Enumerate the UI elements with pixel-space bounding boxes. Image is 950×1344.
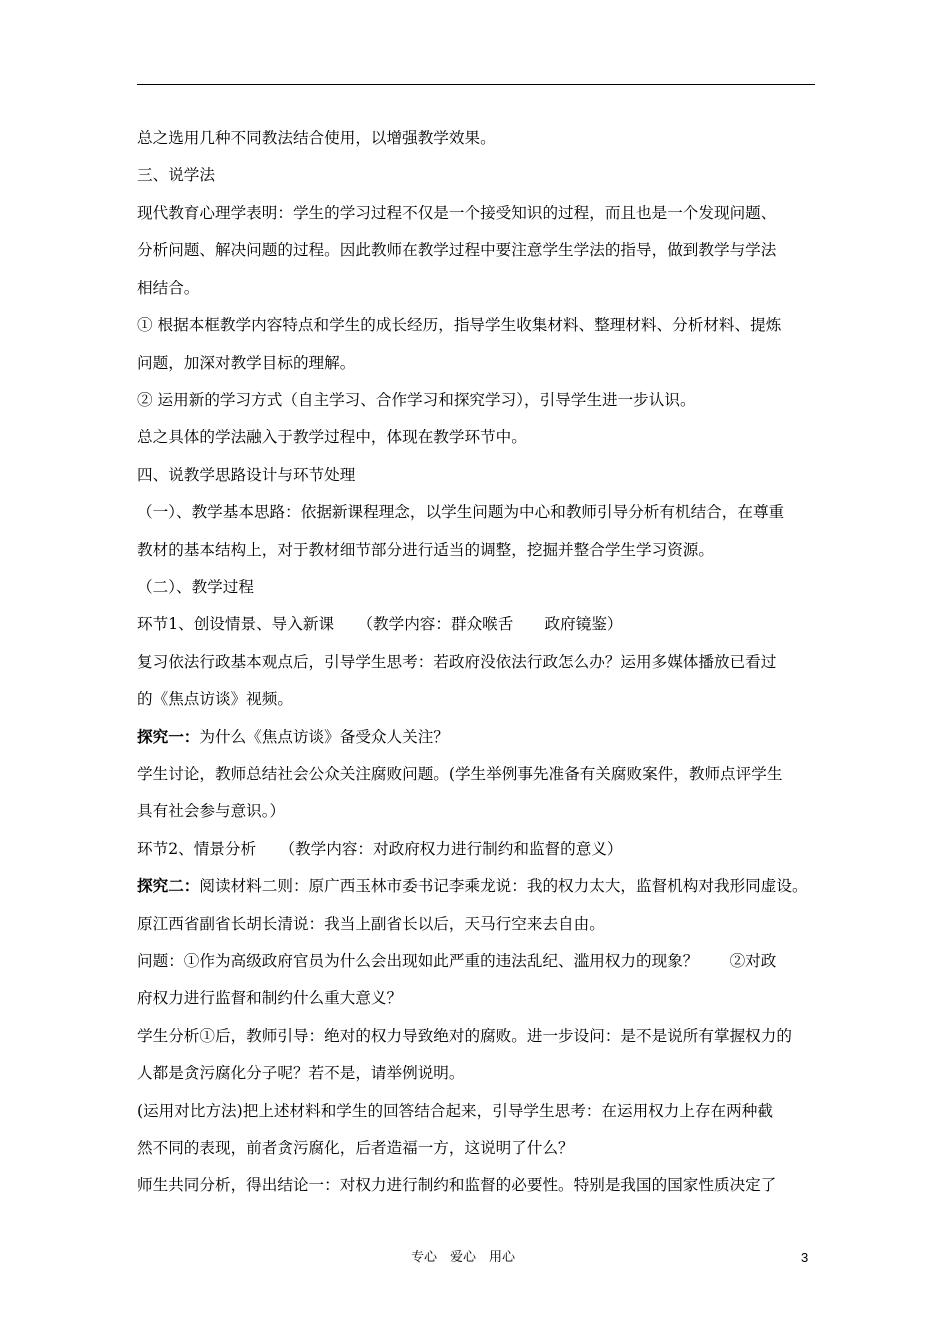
text-line: 分析问题、解决问题的过程。因此教师在教学过程中要注意学生学法的指导，做到教学与学法 xyxy=(137,241,777,259)
text-line: 原江西省副省长胡长清说：我当上副省长以后，天马行空来去自由。 xyxy=(137,915,605,933)
text-line: 的《焦点访谈》视频。 xyxy=(137,690,293,708)
text-line: 府权力进行监督和制约什么重大意义？ xyxy=(137,989,403,1007)
inquiry-text: 为什么《焦点访谈》备受众人关注？ xyxy=(199,728,449,746)
inquiry-line xyxy=(137,876,808,896)
text-line: 师生共同分析，得出结论一：对权力进行制约和监督的必要性。特别是我国的国家性质决定了 xyxy=(137,1176,777,1194)
text-line: 环节1、创设情景、导入新课 （教学内容：群众喉舌 政府镜鉴） xyxy=(137,615,623,633)
inquiry-label: 探究一： xyxy=(137,727,200,746)
text-line: 教材的基本结构上，对于教材细节部分进行适当的调整，挖掘并整合学生学习资源。 xyxy=(137,541,714,559)
text-line: 学生分析①后，教师引导：绝对的权力导致绝对的腐败。进一步设问：是不是说所有掌握权力的 xyxy=(137,1027,792,1045)
inquiry-text: 阅读材料二则：原广西玉林市委书记李乘龙说：我的权力太大，监督机构对我形同虚设。 xyxy=(199,877,808,895)
text-line: 问题：①作为高级政府官员为什么会出现如此严重的违法乱纪、滥用权力的现象？ ②对政 xyxy=(137,952,777,970)
page-number: 3 xyxy=(801,1250,809,1265)
inquiry-line xyxy=(137,727,449,747)
text-line: 相结合。 xyxy=(137,279,200,297)
text-line: 复习依法行政基本观点后，引导学生思考：若政府没依法行政怎么办？运用多媒体播放已看过 xyxy=(137,653,777,671)
subsection-heading: （二）、教学过程 xyxy=(137,578,254,596)
header-rule xyxy=(137,84,815,85)
text-line: 问题，加深对教学目标的理解。 xyxy=(137,354,356,372)
inquiry-label: 探究二： xyxy=(137,876,200,895)
section-heading: 四、说教学思路设计与环节处理 xyxy=(137,466,356,484)
text-line: 学生讨论，教师总结社会公众关注腐败问题。(学生举例事先准备有关腐败案件，教师点评学生 xyxy=(137,765,783,783)
text-line: 然不同的表现，前者贪污腐化，后者造福一方，这说明了什么？ xyxy=(137,1139,574,1157)
text-line: 总之选用几种不同教法结合使用，以增强教学效果。 xyxy=(137,129,496,147)
text-line: 现代教育心理学表明：学生的学习过程不仅是一个接受知识的过程，而且也是一个发现问题、 xyxy=(137,204,777,222)
text-line: ① 根据本框教学内容特点和学生的成长经历，指导学生收集材料、整理材料、分析材料、提炼 xyxy=(137,316,782,334)
text-line: 环节2、情景分析 （教学内容：对政府权力进行制约和监督的意义） xyxy=(137,840,623,858)
text-line: (运用对比方法)把上述材料和学生的回答结合起来，引导学生思考：在运用权力上存在两种截 xyxy=(137,1102,773,1120)
section-heading: 三、说学法 xyxy=(137,166,215,184)
text-line: 总之具体的学法融入于教学过程中，体现在教学环节中。 xyxy=(137,428,527,446)
text-line: （一）、教学基本思路：依据新课程理念，以学生问题为中心和教师引导分析有机结合，在尊重 xyxy=(137,503,785,521)
text-line: ② 运用新的学习方式（自主学习、合作学习和探究学习），引导学生进一步认识。 xyxy=(137,391,696,409)
footer-slogan: 专心 爱心 用心 xyxy=(411,1250,516,1265)
text-line: 具有社会参与意识。） xyxy=(137,802,286,820)
text-line: 人都是贪污腐化分子呢？若不是，请举例说明。 xyxy=(137,1064,465,1082)
